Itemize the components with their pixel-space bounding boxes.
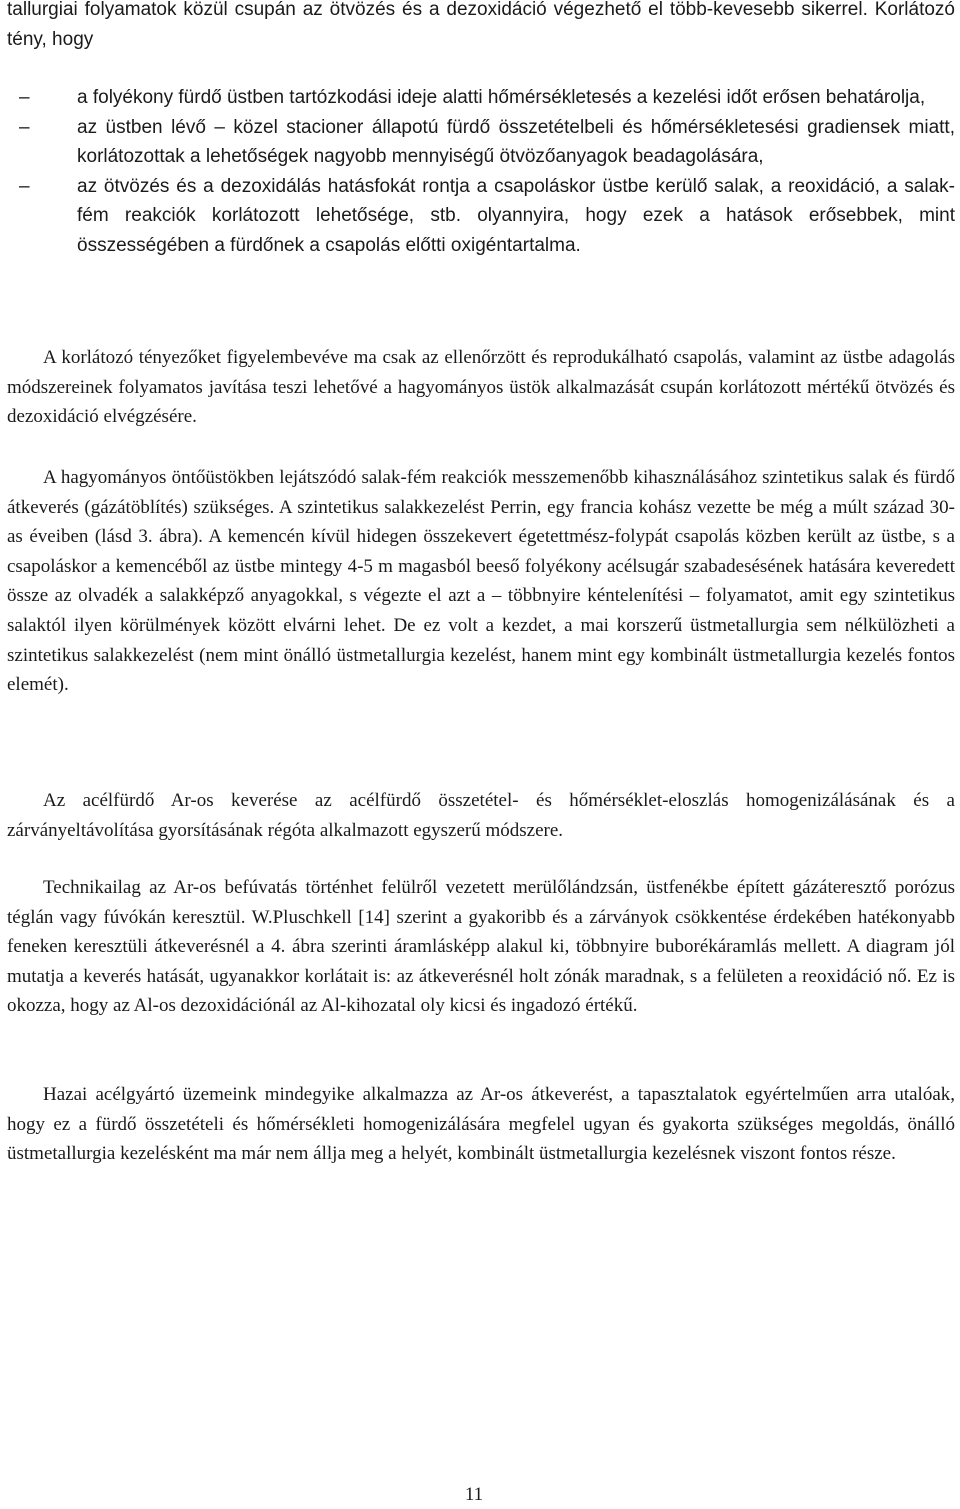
dash-bullet: – xyxy=(19,116,30,138)
dash-bullet: – xyxy=(19,175,30,197)
paragraph-domestic-plants: Hazai acélgyártó üzemeink mindegyike alkalmazza az Ar-os átkeverést, a tapasztalatok egyértelműen arra utalóak, hogy ez a fürdő összetételi és hőmérsékleti homogenizálására megfelel ugyan és gyakorta szükséges megoldás, önálló üstmetallurgia kezelésként ma már nem állja meg a helyét, kombinált üstmetallurgia kezelésnek viszont fontos része. xyxy=(7,1084,955,1165)
paragraph-synthetic-slag: A hagyományos öntőüstökben lejátszódó salak-fém reakciók messzemenőbb kihasználásához szintetikus salak és fürdő átkeverés (gázátöblítés) szükséges. A szintetikus salakkezelést Perrin, egy francia kohász vezette be még a múlt század 30-as éveiben (lásd 3. ábra). A kemencén kívül hidegen összekevert égetettmész-folypát csapolás közben került az üstbe, s a csapoláskor a kemencéből az üstbe mintegy 4-5 m magasból beeső folyékony acélsugár szabadesésének hatására keveredett össze az olvadék a salakképző anyagokkal, s végezte el azt a – többnyire kéntelenítési – folyamatot, amit egy szintetikus salaktól ilyen körülmények között elvárni lehet. De ez volt a kezdet, a mai korszerű üstmetallurgia sem nélkülözheti a szintetikus salakkezelést (nem mint önálló üstmetallurgia kezelést, hanem mint egy kombinált üstmetallurgia kezelés fontos elemét). xyxy=(7,467,955,696)
list-item-text: az üstben lévő – közel stacioner állapotú fürdő összetételbeli és hőmérsékletesési gradiensek miatt, korlátozottak a lehetőségek nagyobb mennyiségű ötvözőanyagok beadagolására, xyxy=(77,116,955,168)
paragraph-argon-stirring: Az acélfürdő Ar-os keverése az acélfürdő összetétel- és hőmérséklet-eloszlás homogenizálásának és a zárványeltávolítása gyorsításának régóta alkalmazott egyszerű módszere. xyxy=(7,790,955,841)
page-number: 11 xyxy=(464,1484,484,1505)
document-page xyxy=(7,0,957,1509)
list-item xyxy=(7,83,955,113)
dash-bullet: – xyxy=(19,87,30,108)
list-item xyxy=(7,113,955,172)
list-item-text: a folyékony fürdő üstben tartózkodási ideje alatti hőmérsékletesés a kezelési időt erősen behatárolja, xyxy=(77,87,926,108)
paragraph-argon-injection: Technikailag az Ar-os befúvatás történhet felülről vezetett merülőlándzsán, üstfenékbe épített gázáteresztő porózus téglán vagy fúvókán keresztül. W.Pluschkell [14] szerint a gyakoribb és a zárványok csökkentése érdekében hatékonyabb feneken keresztüli átkeverésnél a 4. ábra szerinti áramlásképp alakul ki, többnyire buborékáramlás mellett. A diagram jól mutatja a keverés hatását, ugyanakkor korlátait is: az átkeverésnél holt zónák maradnak, s a felületen a reoxidáció nő. Ez is okozza, hogy az Al-os dezoxidációnál az Al-kihozatal oly kicsi és ingadozó értékű. xyxy=(7,877,955,1017)
intro-paragraph: tallurgiai folyamatok közül csupán az ötvözés és a dezoxidáció végezhető el több-kevesebb sikerrel. Korlátozó tény, hogy xyxy=(7,0,955,50)
list-item-text: az ötvözés és a dezoxidálás hatásfokát rontja a csapoláskor üstbe kerülő salak, a reoxidáció, a salak-fém reakciók korlátozott lehetősége, stb. olyannyira, hogy ezek a hatások erősebbek, mint összességében a fürdőnek a csapolás előtti oxigéntartalma. xyxy=(77,175,955,256)
list-item xyxy=(7,172,955,261)
paragraph-limiting-factors: A korlátozó tényezőket figyelembevéve ma csak az ellenőrzött és reprodukálható csapolás, valamint az üstbe adagolás módszereinek folyamatos javítása teszi lehetővé a hagyományos üstök alkalmazását csupán korlátozott mértékű ötvözés és dezoxidáció elvégzésére. xyxy=(7,347,955,428)
limitations-list xyxy=(7,83,955,261)
